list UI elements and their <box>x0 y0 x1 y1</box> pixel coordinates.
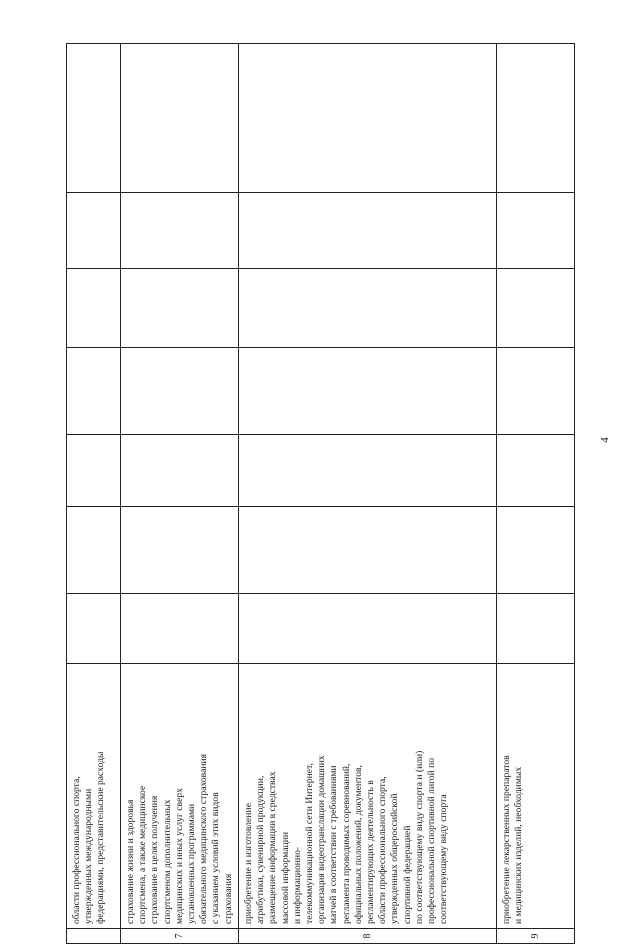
empty-cell <box>67 193 121 269</box>
expense-table-rotated <box>66 44 574 944</box>
empty-cell <box>497 44 575 193</box>
empty-cell <box>67 594 121 664</box>
page-number-text: 4 <box>599 437 611 443</box>
description-line: с указанием условий этих видов <box>210 792 222 924</box>
row-number <box>67 929 121 944</box>
empty-cell <box>121 507 239 594</box>
description-line: спортсменом дополнительных <box>161 799 173 924</box>
empty-cell <box>497 507 575 594</box>
description-line: и информационно- <box>291 846 303 924</box>
description-line: регламента проводимых соревнований, <box>340 763 352 924</box>
table-row <box>67 44 121 944</box>
empty-cell <box>67 435 121 507</box>
page-number <box>600 434 610 446</box>
table-row <box>121 44 239 944</box>
expense-description <box>121 664 239 929</box>
description-line: регламентирующих деятельность в <box>365 780 377 924</box>
description-line: матчей в соответствии с требованиями <box>328 765 340 924</box>
empty-cell <box>121 193 239 269</box>
description-line: по соответствующему виду спорта и (или) <box>413 750 425 924</box>
description-line: страхования <box>222 873 234 924</box>
empty-cell <box>67 269 121 348</box>
row-number: 9 <box>497 929 575 944</box>
description-line: соответствующему виду спорта <box>438 794 450 924</box>
description-line: приобретение лекарственных препаратов <box>501 755 512 924</box>
description-line: и медицинских изделий, необходимых <box>513 766 525 924</box>
description-line: области профессионального спорта, <box>377 776 389 924</box>
description-line: спортсмена, а также медицинское <box>137 785 149 924</box>
table-row <box>239 44 497 944</box>
table-row <box>497 44 575 944</box>
empty-cell <box>121 435 239 507</box>
description-line: спортивной федерацией <box>401 825 413 924</box>
description-line: профессиональной спортивной лигой по <box>426 757 438 924</box>
description-line: размещение информации в средствах <box>267 771 279 924</box>
description-line: федерациями, представительские расходы <box>95 751 107 924</box>
expense-description <box>497 664 575 929</box>
empty-cell <box>497 193 575 269</box>
description-line: обязательного медицинского страхования <box>198 753 210 924</box>
row-number: 8 <box>239 929 497 944</box>
empty-cell <box>239 507 497 594</box>
description-line: установленных программами <box>186 803 198 924</box>
description-line: официальных положений, документов, <box>352 765 364 924</box>
expense-table <box>66 43 575 944</box>
description-line: организация видеотрансляции домашних <box>316 755 328 924</box>
empty-cell <box>239 594 497 664</box>
empty-cell <box>67 348 121 435</box>
empty-cell <box>121 594 239 664</box>
description-line: атрибутики, сувенирной продукции, <box>255 775 267 924</box>
empty-cell <box>497 435 575 507</box>
description-line: массовой информации <box>279 832 291 924</box>
description-line: приобретение и изготовление <box>243 803 254 924</box>
description-line: страхование в целях получения <box>149 795 161 924</box>
row-number: 7 <box>121 929 239 944</box>
empty-cell <box>239 269 497 348</box>
description-line: области профессионального спорта, <box>71 776 82 924</box>
description-line: утвержденных международными <box>83 788 95 924</box>
empty-cell <box>239 193 497 269</box>
description-line: страхование жизни и здоровья <box>125 799 136 924</box>
empty-cell <box>239 435 497 507</box>
empty-cell <box>239 44 497 193</box>
expense-description <box>67 664 121 929</box>
description-line: утвержденных общероссийской <box>389 793 401 924</box>
expense-description <box>239 664 497 929</box>
empty-cell <box>121 348 239 435</box>
empty-cell <box>121 44 239 193</box>
description-line: медицинских и иных услуг сверх <box>173 788 185 924</box>
empty-cell <box>67 507 121 594</box>
empty-cell <box>67 44 121 193</box>
empty-cell <box>239 348 497 435</box>
empty-cell <box>497 594 575 664</box>
empty-cell <box>497 269 575 348</box>
empty-cell <box>497 348 575 435</box>
empty-cell <box>121 269 239 348</box>
description-line: телекоммуникационной сети Интернет, <box>304 763 316 924</box>
